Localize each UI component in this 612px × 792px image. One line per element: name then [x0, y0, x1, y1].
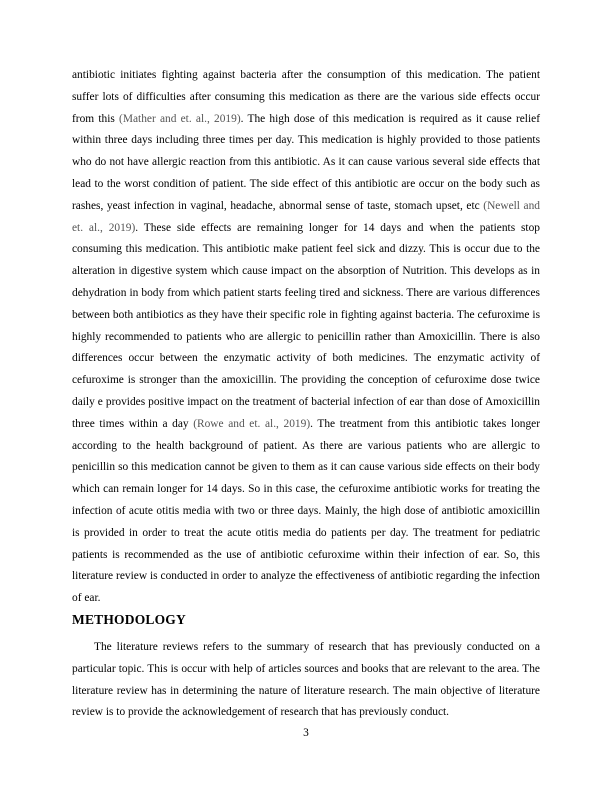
citation-rowe: (Rowe and et. al., 2019): [193, 417, 311, 430]
section-heading-methodology: METHODOLOGY: [72, 612, 186, 627]
paragraph-text: . The high dose of this medication is required as it cause relief within three days including three times per day. This medication is highly provided to those patients who do not have allergic reaction from this antibiotic. As it can cause various several side effects that lead to the worst condition of patient. The side effect of this antibiotic are occur on the body such as rashes, yeast infection in vaginal, headache, abnormal sense of taste, stomach upset, etc: [72, 112, 540, 212]
paragraph-text: . The treatment from this antibiotic takes longer according to the health background of patient. As there are various patients who are allergic to penicillin so this medication cannot be given to them as it can cause various side effects on their body which can remain longer for 14 days. So in this case, the cefuroxime antibiotic works for treating the infection of acute otitis media with two or three days. Mainly, the high dose of antibiotic amoxicillin is provided in order to treat the acute otitis media do patients per day. The treatment for pediatric patients is recommended as the use of antibiotic cefuroxime within their infection of ear. So, this literature review is conducted in order to analyze the effectiveness of antibiotic regarding the infection of ear.: [72, 417, 541, 605]
page-number: 3: [303, 727, 309, 739]
paragraph-text: antibiotic initiates fighting against bacteria after the consumption of this medication. The patient suffer lots of difficulties after consuming this medication as there are the various side effects occur from this: [72, 69, 540, 125]
citation-mather: (Mather and et. al., 2019): [119, 112, 241, 125]
methodology-paragraph: The literature reviews refers to the summary of research that has previously conducted on a particular topic. This is occur with help of articles sources and books that are relevant to the area. The literature review has in determining the nature of literature research. The main objective of literature review is to provide the acknowledgement of research that has previously conduct.: [72, 641, 540, 719]
paragraph-text: . These side effects are remaining longer for 14 days and when the patients stop consuming this medication. This antibiotic make patient feel sick and dizzy. This is occur due to the alteration in digestive system which cause impact on the absorption of Nutrition. This develops as in dehydration in body from which patient starts feeling tired and sickness. There are various differences between both antibiotics as they have their specific role in fighting against bacteria. The cefuroxime is highly recommended to patients who are allergic to penicillin rather than Amoxicillin. There is also differences occur between the enzymatic activity of both medicines. The enzymatic activity of cefuroxime is stronger than the amoxicillin. The providing the conception of cefuroxime dose twice daily e provides positive impact on the treatment of bacterial infection of ear than dose of Amoxicillin three times within a day: [72, 221, 540, 430]
citation-newell: (Newell and et. al., 2019): [72, 199, 540, 234]
body-paragraph: [72, 65, 540, 610]
